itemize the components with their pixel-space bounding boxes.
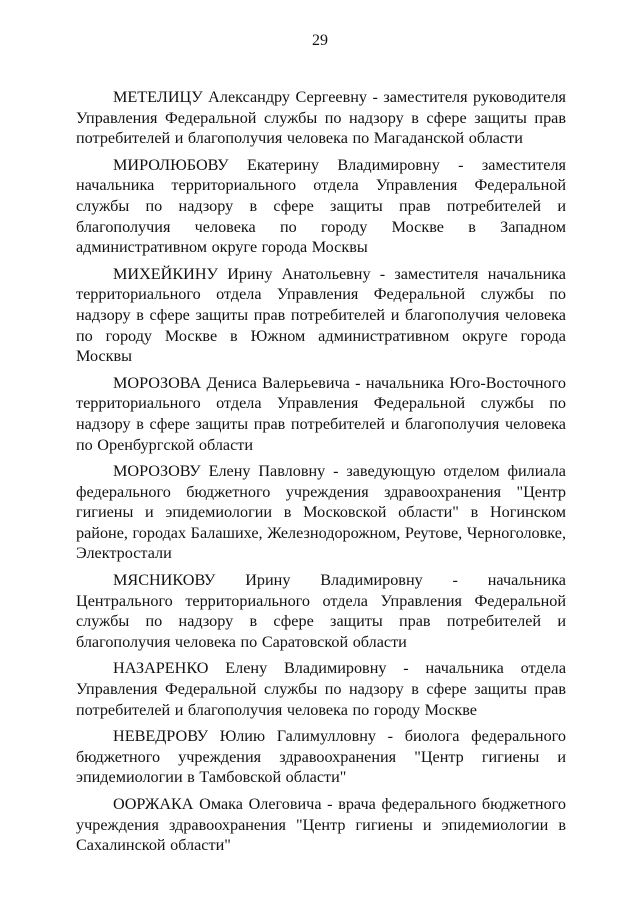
list-item-myasnikova: МЯСНИКОВУ Ирину Владимировну - начальника Центрального территориального отдела Управления Федеральной службы по надзору в сфере защиты прав потребителей и благополучия человека по Саратовской области: [76, 571, 566, 651]
list-item-morozov: МОРОЗОВА Дениса Валерьевича - начальника Юго-Восточного территориального отдела Управления Федеральной службы по надзору в сфере защиты прав потребителей и благополучия человека по Оренбургской области: [76, 373, 566, 454]
award-list: [76, 87, 566, 862]
list-item-morozova: МОРОЗОВУ Елену Павловну - заведующую отделом филиала федерального бюджетного учреждения здравоохранения "Центр гигиены и эпидемиологии в Московской области" в Ногинском районе, городах Балашихе, Железнодорожном, Реутове, Черноголовке, Электростали: [76, 462, 566, 563]
page-number: 29: [312, 32, 328, 49]
list-item-mikheikina: МИХЕЙКИНУ Ирину Анатольевну - заместителя начальника территориального отдела Управления Федеральной службы по надзору в сфере защиты прав потребителей и благополучия человека по городу Москве в Южном административном округе города Москвы: [76, 264, 566, 366]
list-item-nazarenko: НАЗАРЕНКО Елену Владимировну - начальника отдела Управления Федеральной службы по надзору в сфере защиты прав потребителей и благополучия человека по городу Москве: [76, 659, 566, 719]
list-item-nevedrova: НЕВЕДРОВУ Юлию Галимулловну - биолога федерального бюджетного учреждения здравоохранения "Центр гигиены и эпидемиологии в Тамбовской области": [76, 727, 566, 787]
list-item-oorzhak: ООРЖАКА Омака Олеговича - врача федерального бюджетного учреждения здравоохранения "Центр гигиены и эпидемиологии в Сахалинской области": [76, 795, 566, 855]
list-item-mirolyubova: МИРОЛЮБОВУ Екатерину Владимировну - заместителя начальника территориального отдела Управления Федеральной службы по надзору в сфере защиты прав потребителей и благополучия человека по городу Москве в Западном административном округе города Москвы: [76, 155, 566, 257]
list-item-metelitsa: МЕТЕЛИЦУ Александру Сергеевну - заместителя руководителя Управления Федеральной службы по надзору в сфере защиты прав потребителей и благополучия человека по Магаданской области: [76, 88, 566, 148]
